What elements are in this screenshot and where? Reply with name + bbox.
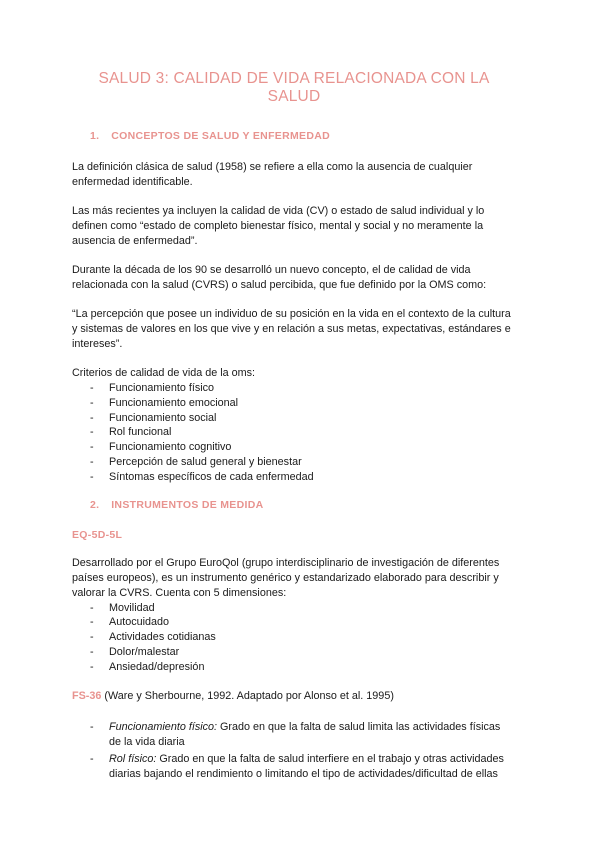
fs36-reference (72, 689, 512, 704)
list-item: - Ansiedad/depresión (90, 660, 205, 673)
page-title: SALUD 3: CALIDAD DE VIDA RELACIONADA CON LA SALUD (98, 70, 490, 105)
section-number: 1. (90, 130, 100, 142)
section-number: 2. (90, 498, 100, 511)
list-item: - Funcionamiento emocional (90, 396, 239, 409)
list-item: - Funcionamiento cognitivo (90, 441, 232, 454)
criteria-list (72, 381, 512, 485)
list-item: - Percepción de salud general y bienestar (90, 455, 302, 468)
list-item: - Rol funcional (90, 426, 172, 439)
paragraph-definicion-clasica: La definición clásica de salud (1958) se refiere a ella como la ausencia de cualquier enfermedad identificable. (72, 161, 473, 188)
section-title: CONCEPTOS DE SALUD Y ENFERMEDAD (111, 130, 330, 142)
section-heading-instrumentos (90, 499, 512, 511)
list-item: - Funcionamiento social (90, 411, 217, 424)
paragraph-euroqol: Desarrollado por el Grupo EuroQol (grupo interdisciplinario de investigación de diferentes países europeos), es un instrumento genérico y estandarizado elaborado para describir y valorar la CVRS. Cuenta con 5 dimensiones: (72, 556, 500, 599)
section-heading-conceptos (90, 130, 512, 142)
fs36-dimensions-list (72, 720, 512, 782)
fs36-citation: (Ware y Sherbourne, 1992. Adaptado por Alonso et al. 1995) (101, 689, 394, 702)
eq-dimensions-list (72, 601, 512, 675)
list-item: - Funcionamiento físico: Grado en que la falta de salud limita las actividades físicas de la vida diaria (90, 720, 501, 748)
criteria-intro: Criterios de calidad de vida de la oms: (72, 367, 256, 379)
section-title: INSTRUMENTOS DE MEDIDA (111, 498, 264, 511)
paragraph-definicion-reciente: Las más recientes ya incluyen la calidad de vida (CV) o estado de salud individual y lo definen como “estado de completo bienestar físico, mental y social y no meramente la ausencia de enfermedad”. (72, 205, 485, 247)
paragraph-cvrs: Durante la década de los 90 se desarrolló un nuevo concepto, el de calidad de vida relacionada con la salud (CVRS) o salud percibida, que fue definido por la OMS como: (72, 264, 487, 291)
list-item: - Rol físico: Grado en que la falta de salud interfiere en el trabajo y otras actividades diarias bajando el rendimiento o limitando el tipo de actividades/dificultad de ellas (90, 752, 504, 780)
list-item: - Síntomas específicos de cada enfermedad (90, 470, 314, 483)
quote-oms: “La percepción que posee un individuo de su posición en la vida en el contexto de la cultura y sistemas de valores en los que vive y en relación a sus metas, expectativas, estándares e intereses”. (72, 308, 511, 350)
subheading-eq5d5l: EQ-5D-5L (72, 528, 123, 541)
fs36-tag: FS-36 (72, 689, 102, 702)
list-item: - Autocuidado (90, 616, 170, 629)
list-item: - Movilidad (90, 601, 155, 614)
list-item: - Funcionamiento físico (90, 382, 215, 394)
list-item: - Dolor/malestar (90, 645, 180, 658)
list-item: - Actividades cotidianas (90, 631, 216, 644)
